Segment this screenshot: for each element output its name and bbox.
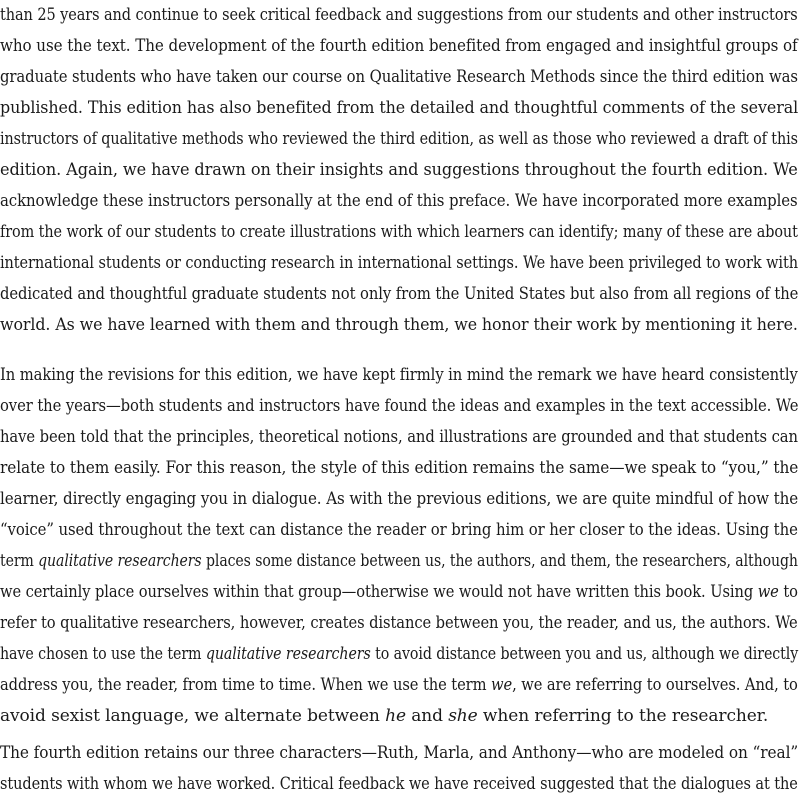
text-line: dedicated and thoughtful graduate students not only from the United States but also from all regions of the bbox=[0, 284, 799, 304]
text-line: learner, directly engaging you in dialogue. As with the previous editions, we are quite mindful of how the bbox=[0, 489, 799, 509]
text-run: , we are referring to ourselves. And, to bbox=[512, 675, 798, 695]
text-line bbox=[0, 546, 798, 577]
text-line: world. As we have learned with them and through them, we honor their work by mentioning it here. bbox=[0, 315, 798, 335]
text-line: who use the text. The development of the fourth edition benefited from engaged and insightful groups of bbox=[0, 36, 798, 56]
text-line: graduate students who have taken our course on Qualitative Research Methods since the third edition was bbox=[0, 67, 798, 87]
text-run: to avoid distance between you and us, although we directly bbox=[370, 644, 799, 664]
text-line bbox=[0, 577, 798, 608]
italic-term: he bbox=[385, 706, 406, 726]
text-line: acknowledge these instructors personally at the end of this preface. We have incorporated more examples bbox=[0, 191, 798, 211]
text-line: published. This edition has also benefited from the detailed and thoughtful comments of the several bbox=[0, 98, 799, 118]
text-line bbox=[0, 670, 798, 701]
text-line: students with whom we have worked. Critical feedback we have received suggested that the dialogues at the bbox=[0, 774, 798, 794]
text-run: address you, the reader, from time to time. When we use the term bbox=[0, 675, 492, 695]
text-run: avoid sexist language, we alternate between bbox=[0, 706, 386, 726]
text-run: we certainly place ourselves within that group—otherwise we would not have written this book. Using bbox=[0, 582, 758, 602]
text-line: from the work of our students to create illustrations with which learners can identify; many of these are about bbox=[0, 222, 798, 242]
italic-term: we bbox=[491, 675, 513, 695]
text-line: edition. Again, we have drawn on their insights and suggestions throughout the fourth edition. We bbox=[0, 160, 798, 180]
text-line: refer to qualitative researchers, however, creates distance between you, the reader, and us, the authors. We bbox=[0, 613, 798, 633]
text-line: instructors of qualitative methods who reviewed the third edition, as well as those who reviewed a draft of this bbox=[0, 129, 798, 149]
text-line: over the years—both students and instructors have found the ideas and examples in the text accessible. We bbox=[0, 396, 799, 416]
text-run: places some distance between us, the authors, and them, the researchers, although bbox=[201, 551, 798, 571]
text-run: term bbox=[0, 551, 39, 571]
text-run: to bbox=[778, 582, 798, 602]
text-line: The fourth edition retains our three characters—Ruth, Marla, and Anthony—who are modeled on “real” bbox=[0, 743, 799, 763]
text-line: relate to them easily. For this reason, the style of this edition remains the same—we speak to “you,” the bbox=[0, 458, 799, 478]
text-line bbox=[0, 639, 798, 670]
italic-term: qualitative researchers bbox=[38, 551, 202, 571]
italic-term: qualitative researchers bbox=[205, 644, 371, 664]
text-run: when referring to the researcher. bbox=[477, 706, 769, 726]
italic-term: she bbox=[448, 706, 478, 726]
text-line: have been told that the principles, theoretical notions, and illustrations are grounded and that students can bbox=[0, 427, 798, 447]
text-run: have chosen to use the term bbox=[0, 644, 206, 664]
text-line: than 25 years and continue to seek critical feedback and suggestions from our students and other instructors bbox=[0, 5, 798, 25]
italic-term: we bbox=[757, 582, 779, 602]
text-line bbox=[0, 701, 768, 732]
text-line: In making the revisions for this edition, we have kept firmly in mind the remark we have heard consistently bbox=[0, 365, 798, 385]
text-run: and bbox=[405, 706, 449, 726]
text-line: “voice” used throughout the text can distance the reader or bring him or her closer to the ideas. Using the bbox=[0, 520, 798, 540]
text-line: international students or conducting research in international settings. We have been privileged to work with bbox=[0, 253, 798, 273]
